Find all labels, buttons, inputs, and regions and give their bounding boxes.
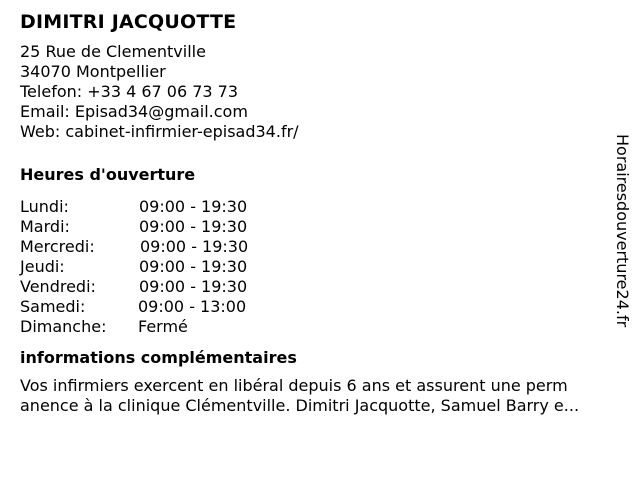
hours-row-tuesday	[20, 217, 620, 237]
info-text-line-1: Vos infirmiers exercent en libéral depuis 6 ans et assurent une perm	[20, 376, 568, 395]
address-line-1: 25 Rue de Clementville	[20, 42, 206, 61]
hours-time-value: 09:00 - 19:30	[140, 237, 249, 256]
hours-table	[20, 197, 620, 337]
business-name: DIMITRI JACQUOTTE	[20, 11, 237, 33]
hours-time-value: 09:00 - 19:30	[139, 197, 248, 216]
hours-row-sunday	[20, 317, 620, 337]
hours-row-wednesday	[20, 237, 620, 257]
hours-day-label: Lundi:	[20, 197, 69, 216]
business-card	[20, 10, 620, 416]
hours-day-label: Mardi:	[20, 217, 70, 236]
info-title: informations complémentaires	[20, 348, 297, 367]
hours-time-value: 09:00 - 13:00	[138, 297, 247, 316]
hours-day-label: Dimanche:	[20, 317, 107, 336]
address-line-2: 34070 Montpellier	[20, 62, 166, 81]
email-line: Email: Episad34@gmail.com	[20, 102, 248, 121]
info-text-line-2: anence à la clinique Clémentville. Dimitri Jacquotte, Samuel Barry e...	[20, 396, 580, 415]
hours-row-saturday	[20, 297, 620, 317]
hours-day-label: Samedi:	[20, 297, 86, 316]
hours-row-friday	[20, 277, 620, 297]
hours-row-thursday	[20, 257, 620, 277]
hours-row-monday	[20, 197, 620, 217]
phone-line: Telefon: +33 4 67 06 73 73	[20, 82, 239, 101]
hours-time-value: Fermé	[138, 317, 188, 336]
hours-day-label: Vendredi:	[20, 277, 96, 296]
hours-title: Heures d'ouverture	[20, 165, 196, 184]
hours-day-label: Mercredi:	[20, 237, 95, 256]
hours-time-value: 09:00 - 19:30	[139, 257, 248, 276]
hours-day-label: Jeudi:	[20, 257, 65, 276]
web-line: Web: cabinet-infirmier-episad34.fr/	[20, 122, 299, 141]
hours-time-value: 09:00 - 19:30	[139, 217, 248, 236]
hours-time-value: 09:00 - 19:30	[139, 277, 248, 296]
site-watermark: Horairesdouverture24.fr	[613, 134, 632, 328]
